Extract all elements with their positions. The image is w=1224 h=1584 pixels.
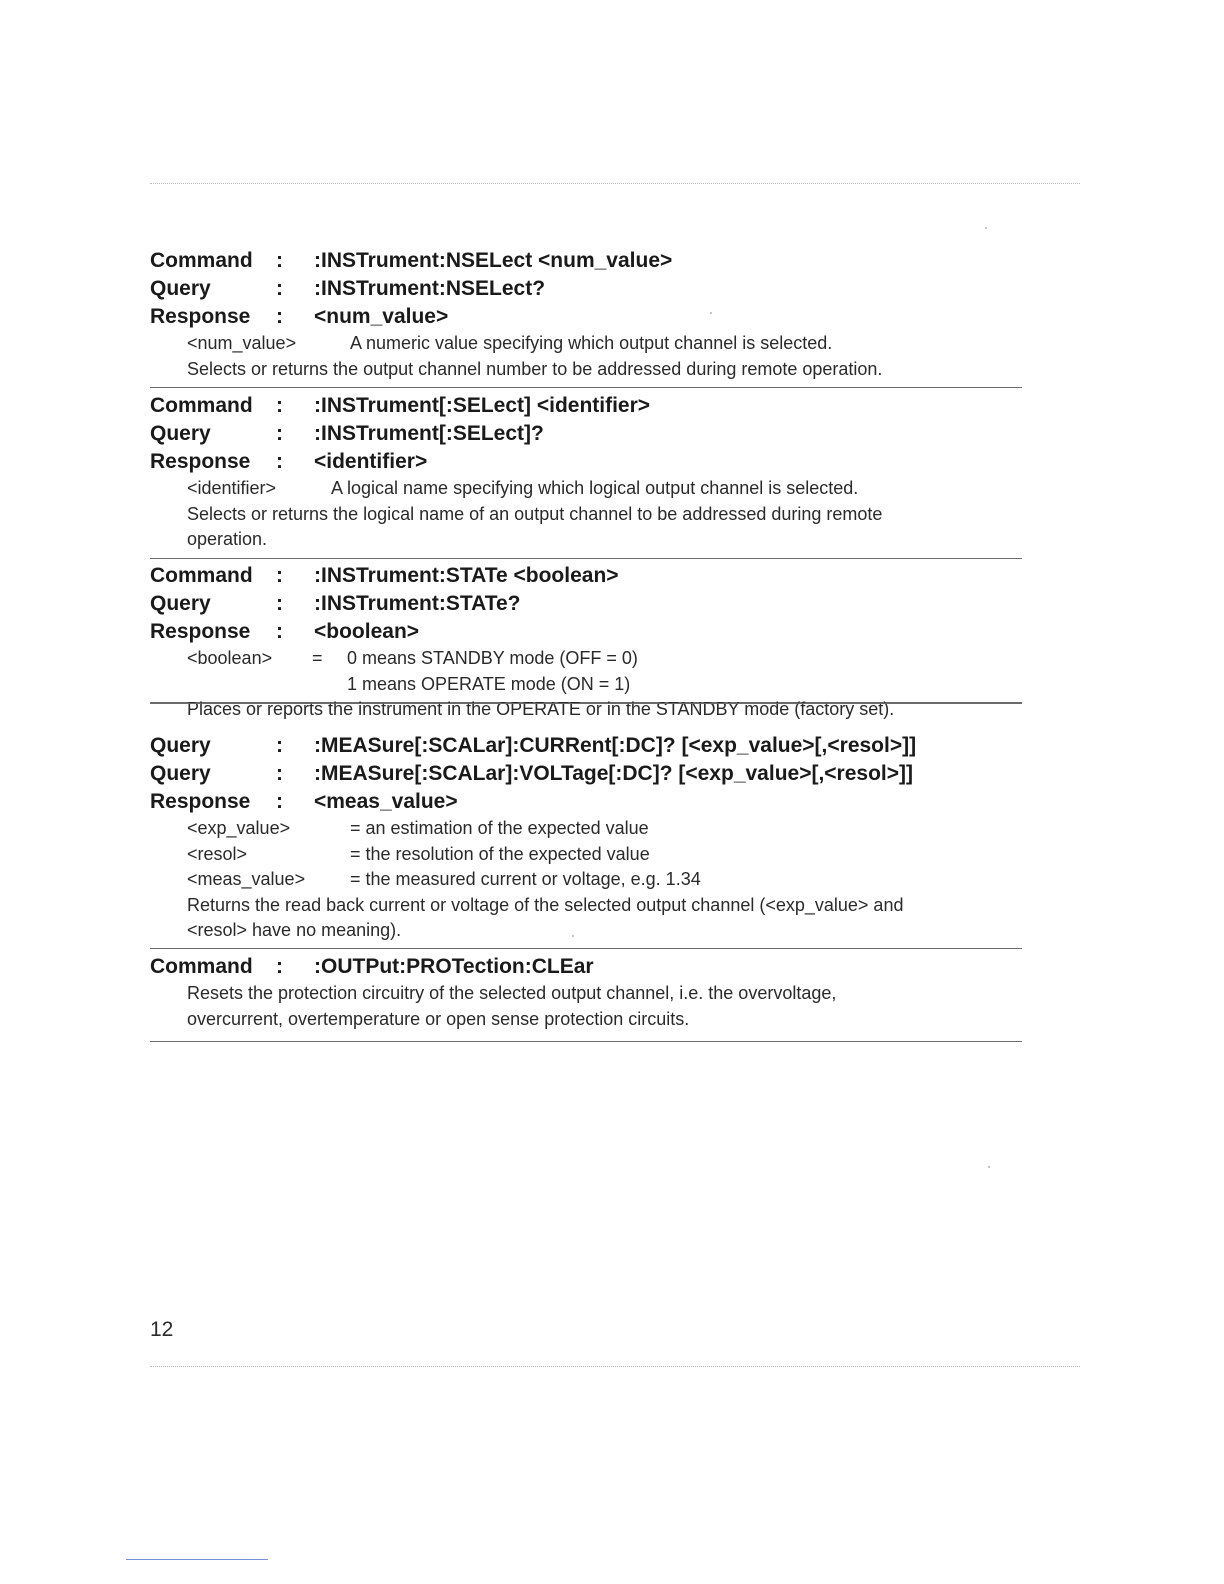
- query-syntax-voltage: :MEASure[:SCALar]:VOLTage[:DC]? [<exp_value>[,<resol>]]: [314, 762, 913, 785]
- command-block-state: [150, 562, 1022, 719]
- separator-colon: :: [276, 790, 283, 813]
- response-syntax: <boolean>: [314, 620, 420, 643]
- parameter-row: [150, 331, 1022, 357]
- separator-colon: :: [276, 955, 283, 978]
- parameter-term: <meas_value>: [187, 869, 306, 889]
- scan-speck: [572, 935, 574, 937]
- separator-colon: :: [276, 450, 283, 473]
- parameter-description: = the measured current or voltage, e.g. 1.34: [350, 869, 701, 889]
- command-syntax: :OUTPut:PROTection:CLEar: [314, 955, 594, 978]
- parameter-description: = the resolution of the expected value: [350, 843, 650, 864]
- parameter-row: [150, 476, 1022, 502]
- parameter-term: <identifier>: [187, 478, 277, 498]
- response-row: [150, 618, 1022, 646]
- response-row: [150, 788, 1022, 816]
- response-label: Response: [150, 305, 251, 328]
- scan-speck: [988, 1166, 990, 1168]
- command-row: [150, 562, 1022, 590]
- query-row: [150, 760, 1022, 788]
- response-syntax: <identifier>: [314, 450, 428, 473]
- query-label: Query: [150, 734, 211, 757]
- parameter-row: [150, 842, 1022, 868]
- query-row: [150, 590, 1022, 618]
- description-text: overcurrent, overtemperature or open sense protection circuits.: [187, 1008, 690, 1029]
- command-syntax: :INSTrument:STATe <boolean>: [314, 564, 619, 587]
- command-syntax: :INSTrument:NSELect <num_value>: [314, 249, 673, 272]
- separator-colon: :: [276, 305, 283, 328]
- response-label: Response: [150, 450, 251, 473]
- bottom-dotted-rule: [150, 1366, 1080, 1367]
- response-syntax: <num_value>: [314, 305, 449, 328]
- parameter-row: [150, 672, 1022, 698]
- parameter-row: [150, 646, 1022, 672]
- description-text: Selects or returns the logical name of an output channel to be addressed during remote: [187, 503, 883, 524]
- command-block-select: [150, 392, 1022, 559]
- response-row: [150, 448, 1022, 476]
- separator-colon: :: [276, 734, 283, 757]
- scan-speck: [710, 312, 712, 314]
- description-text: Returns the read back current or voltage of the selected output channel (<exp_value> and: [187, 894, 904, 915]
- query-label: Query: [150, 592, 211, 615]
- corner-mark-line: [126, 1559, 268, 1560]
- command-row: [150, 953, 1022, 981]
- command-block-protection-clear: [150, 953, 1022, 1042]
- top-dotted-rule: [150, 183, 1080, 184]
- description-text: operation.: [187, 529, 268, 549]
- command-row: [150, 247, 1022, 275]
- query-row: [150, 420, 1022, 448]
- parameter-term: <exp_value>: [187, 818, 291, 838]
- separator-colon: :: [276, 620, 283, 643]
- parameter-description: = an estimation of the expected value: [350, 818, 649, 838]
- parameter-term: <boolean>: [187, 648, 273, 668]
- parameter-row: [150, 867, 1022, 893]
- command-syntax: :INSTrument[:SELect] <identifier>: [314, 394, 651, 417]
- section-divider: [150, 703, 1022, 704]
- equals-sign: =: [312, 648, 323, 668]
- command-label: Command: [150, 394, 253, 417]
- page-number: 12: [150, 1318, 174, 1341]
- query-block-measure: [150, 732, 1022, 949]
- command-label: Command: [150, 249, 253, 272]
- separator-colon: :: [276, 394, 283, 417]
- query-syntax-current: :MEASure[:SCALar]:CURRent[:DC]? [<exp_value>[,<resol>]]: [314, 734, 917, 757]
- command-block-nselect: [150, 247, 1022, 388]
- query-syntax: :INSTrument:STATe?: [314, 592, 521, 615]
- response-row: [150, 303, 1022, 331]
- parameter-description: A numeric value specifying which output channel is selected.: [350, 333, 833, 353]
- query-label: Query: [150, 762, 211, 785]
- parameter-term: <resol>: [187, 843, 248, 864]
- parameter-row: [150, 816, 1022, 842]
- parameter-value-0: 0 means STANDBY mode (OFF = 0): [347, 648, 638, 668]
- command-label: Command: [150, 955, 253, 978]
- separator-colon: :: [276, 762, 283, 785]
- parameter-value-1: 1 means OPERATE mode (ON = 1): [347, 673, 631, 694]
- description-text: Selects or returns the output channel number to be addressed during remote operation.: [187, 358, 883, 379]
- description-text: Places or reports the instrument in the OPERATE or in the STANDBY mode (factory set).: [187, 699, 895, 719]
- response-label: Response: [150, 620, 251, 643]
- parameter-term: <num_value>: [187, 333, 297, 353]
- query-label: Query: [150, 422, 211, 445]
- parameter-description: A logical name specifying which logical output channel is selected.: [331, 478, 859, 498]
- query-row: [150, 732, 1022, 760]
- separator-colon: :: [276, 277, 283, 300]
- query-label: Query: [150, 277, 211, 300]
- scan-speck: [985, 227, 987, 229]
- query-syntax: :INSTrument[:SELect]?: [314, 422, 544, 445]
- command-row: [150, 392, 1022, 420]
- command-label: Command: [150, 564, 253, 587]
- query-row: [150, 275, 1022, 303]
- separator-colon: :: [276, 592, 283, 615]
- separator-colon: :: [276, 564, 283, 587]
- description-text: Resets the protection circuitry of the selected output channel, i.e. the overvoltage,: [187, 983, 837, 1003]
- description-text: <resol> have no meaning).: [187, 920, 402, 940]
- response-syntax: <meas_value>: [314, 790, 458, 813]
- separator-colon: :: [276, 422, 283, 445]
- response-label: Response: [150, 790, 251, 813]
- query-syntax: :INSTrument:NSELect?: [314, 277, 546, 300]
- separator-colon: :: [276, 249, 283, 272]
